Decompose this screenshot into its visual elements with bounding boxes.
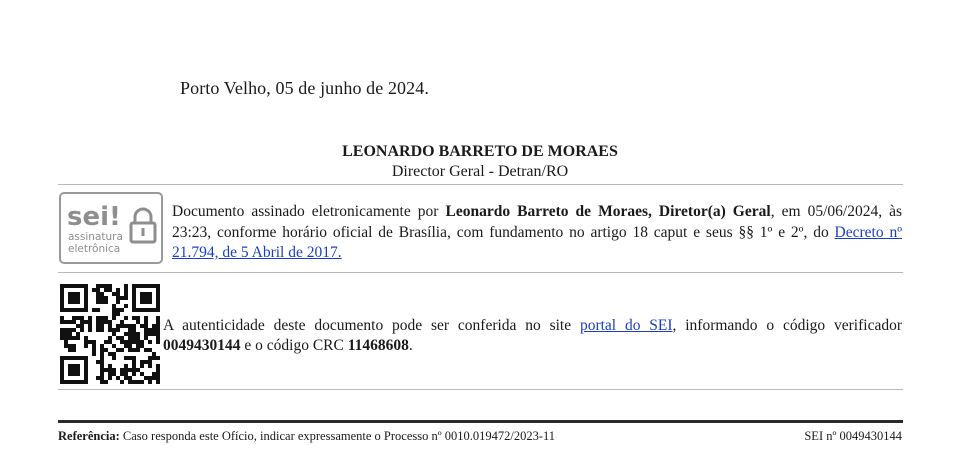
lock-icon [131,209,155,242]
auth-prefix: A autenticidade deste documento pode ser conferida no site [163,317,580,334]
footer-reference [58,429,555,444]
decree-link[interactable]: Decreto nº 21.794, de 5 Abril de 2017. [172,223,902,261]
authenticity-statement [163,316,902,356]
place-date: Porto Velho, 05 de junho de 2024. [180,78,429,98]
auth-middle: , informando o código verificador [672,317,902,334]
sig-separator: , [648,203,659,220]
sei-logo-text: sei! [67,202,121,232]
seal-line1: assinatura [68,231,123,243]
divider-bottom [58,389,903,390]
divider-top [58,184,903,185]
crc-code: 11468608 [347,337,409,354]
footer-sei-number: SEI nº 0049430144 [804,429,902,443]
sig-prefix: Documento assinado eletronicamente por [172,203,446,220]
sei-signature-seal [59,192,163,264]
footer-ref-text: Caso responda este Ofício, indicar expressamente o Processo nº 0010.019472/2023-11 [119,429,556,443]
auth-crc-text: e o código CRC [240,337,348,354]
signature-statement [172,202,902,264]
seal-line2: eletrônica [68,243,121,255]
footer-rule [58,420,903,423]
sig-middle: , em 05/06/2024, às 23:23, conforme horário oficial de Brasília, com fundamento no artigo 18 caput e seus §§ 1º e 2º, do [172,203,903,241]
portal-sei-link[interactable]: portal do SEI [579,317,673,334]
signer-role: Director Geral - Detran/RO [391,163,569,180]
divider-middle [58,272,903,273]
footer-ref-label: Referência: [58,429,120,443]
auth-suffix: . [408,337,413,354]
sig-title: Diretor(a) Geral [658,203,771,220]
signer-name: LEONARDO BARRETO DE MORAES [342,143,618,160]
qr-code [60,284,160,384]
verifier-code: 0049430144 [163,337,241,354]
sig-signer-name: Leonardo Barreto de Moraes [445,203,648,220]
